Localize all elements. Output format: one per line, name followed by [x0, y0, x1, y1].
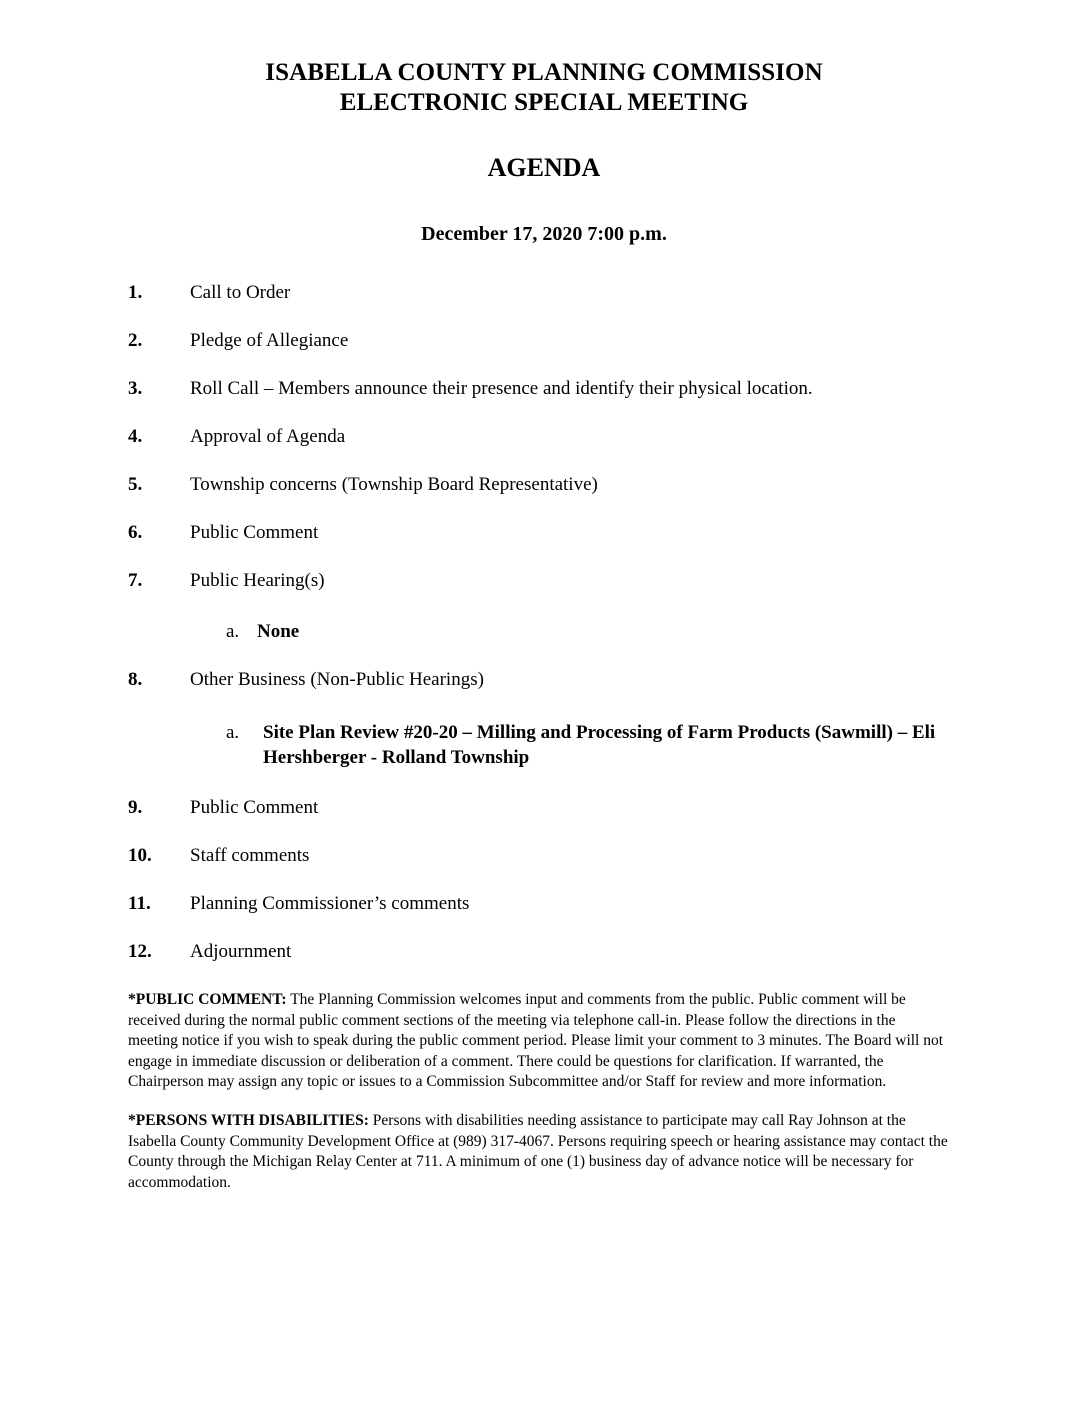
agenda-item-number: 7.	[128, 570, 143, 591]
organization-title-line-2: ELECTRONIC SPECIAL MEETING	[339, 89, 749, 116]
footnote-body: The Planning Commission welcomes input and comments from the public. Public comment will be received during the normal public comment sections of the meeting via telephone call-in. Please follow the directions in the meeting notice if you wish to speak during the public comment period. Please limit your comment to 3 minutes. The Board will not engage in immediate discussion or deliberation of a comment. There could be questions for clarification. If warranted, the Chairperson may assign any topic or issues to a Commission Subcommittee and/or Staff for review and more information.	[128, 991, 944, 1091]
agenda-item-3	[0, 377, 1088, 401]
agenda-subitem-site-plan-review	[0, 720, 1088, 770]
agenda-item-number: 5.	[128, 474, 143, 495]
agenda-item-9	[0, 796, 1088, 820]
agenda-item-number: 10.	[128, 845, 152, 866]
agenda-item-label: Call to Order	[190, 282, 291, 303]
agenda-item-2	[0, 329, 1088, 353]
footnote-label: *PERSONS WITH DISABILITIES:	[128, 1111, 369, 1129]
agenda-item-5	[0, 473, 1088, 497]
agenda-item-label: Staff comments	[190, 845, 310, 866]
agenda-item-12	[0, 940, 1088, 964]
agenda-item-6	[0, 521, 1088, 545]
agenda-subitem-hearings-none	[0, 619, 1088, 644]
footnote-public-comment	[128, 990, 948, 1093]
agenda-item-10	[0, 844, 1088, 868]
footnote-persons-with-disabilities	[128, 1111, 948, 1193]
agenda-item-number: 11.	[128, 893, 151, 914]
footnotes-section	[0, 990, 1088, 1193]
agenda-item-label: Roll Call – Members announce their presence and identify their physical location.	[190, 378, 813, 399]
meeting-datetime: December 17, 2020 7:00 p.m.	[421, 223, 667, 245]
agenda-item-11	[0, 892, 1088, 916]
agenda-item-number: 9.	[128, 797, 143, 818]
page-title: AGENDA	[487, 153, 601, 182]
agenda-item-label: Other Business (Non-Public Hearings)	[190, 669, 484, 690]
agenda-item-label: Public Hearing(s)	[190, 570, 325, 591]
document-header	[0, 0, 1088, 247]
agenda-item-8	[0, 668, 1088, 692]
agenda-item-label: Planning Commissioner’s comments	[190, 893, 470, 914]
footnote-body: Persons with disabilities needing assistance to participate may call Ray Johnson at the Isabella County Community Development Office at (989) 317-4067. Persons requiring speech or hearing assistance may contact the County through the Michigan Relay Center at 711. A minimum of one (1) business day of advance notice will be necessary for accommodation.	[128, 1111, 948, 1191]
subitem-letter: a.	[226, 722, 240, 743]
agenda-item-label: Approval of Agenda	[190, 426, 346, 447]
agenda-item-number: 4.	[128, 426, 143, 447]
subitem-label: Site Plan Review #20-20 – Milling and Processing of Farm Products (Sawmill) – Eli Hershberger - Rolland Township	[263, 722, 936, 768]
subitem-label: None	[257, 621, 300, 642]
agenda-item-label: Public Comment	[190, 522, 319, 543]
footnote-label: *PUBLIC COMMENT:	[128, 991, 287, 1008]
agenda-item-label: Public Comment	[190, 797, 319, 818]
agenda-item-7	[0, 569, 1088, 593]
agenda-item-label: Adjournment	[190, 941, 292, 962]
agenda-item-label: Pledge of Allegiance	[190, 330, 349, 351]
agenda-item-list	[0, 281, 1088, 964]
agenda-item-number: 3.	[128, 378, 143, 399]
agenda-item-4	[0, 425, 1088, 449]
agenda-item-number: 8.	[128, 669, 143, 690]
agenda-item-label: Township concerns (Township Board Representative)	[190, 474, 598, 495]
subitem-letter: a.	[226, 621, 240, 642]
agenda-item-number: 2.	[128, 330, 143, 351]
organization-title-line-1: ISABELLA COUNTY PLANNING COMMISSION	[265, 59, 823, 86]
agenda-item-1	[0, 281, 1088, 305]
agenda-item-number: 1.	[128, 282, 143, 303]
agenda-item-number: 6.	[128, 522, 143, 543]
agenda-item-number: 12.	[128, 941, 152, 962]
